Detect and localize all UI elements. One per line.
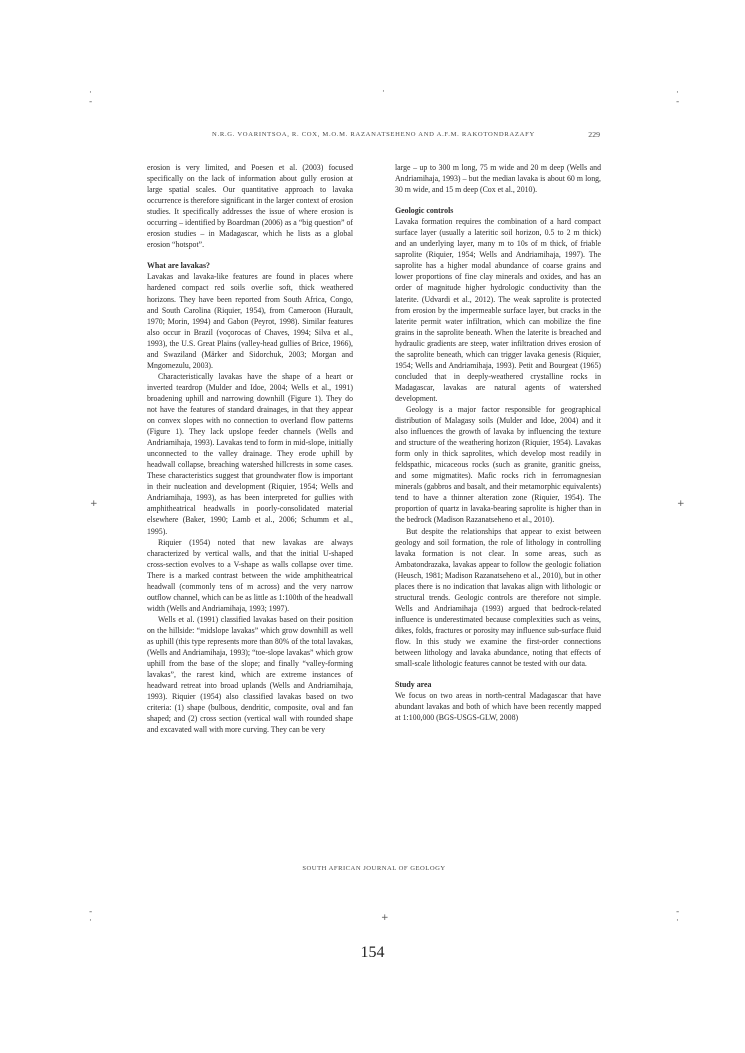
print-page-number: 154: [360, 944, 385, 961]
section-heading: Study area: [395, 680, 432, 690]
paragraph: We focus on two areas in north-central Madagascar that have abundant lavakas and both of which have been recently mapped at 1:100,000 (BGS-USGS-GLW, 2008): [395, 691, 601, 723]
paragraph: Characteristically lavakas have the shape of a heart or inverted teardrop (Mulder and Idoe, 2004; Wells et al., 1991) broadening uphill and narrowing downhill (Figure 1). They do not have the features of standard drainages, in that they appear on convex slopes with no connection to overland flow patterns (Figure 1). They lack upslope feeder channels (Wells and Andriamihaja, 1993). Lavakas tend to form in mid-slope, initially unconnected to the valley drainage. They erode uphill by headwall collapse, breaching watershed hillcrests in some cases. These characteristics suggest that groundwater flow is important in their nucleation and development (Riquier, 1954; Wells and Andriamihaja, 1993), as has been interpreted for gullies with amphitheatrical headwalls in poorly-consolidated material elsewhere (Baker, 1990; Lamb et al., 2006; Schumm et al., 1995).: [147, 371, 353, 536]
registration-mark-left: +: [90, 499, 98, 509]
section-heading: What are lavakas?: [147, 261, 210, 271]
paragraph: Wells et al. (1991) classified lavakas based on their position on the hillside: “midslope lavakas” which grow downhill as well as uphill (this type represents more than 80% of the total lavakas, (Wells and Andriamihaja, 1993); “toe-slope lavakas” which grow uphill from the base of the slope; and finally “valley-forming lavakas”, the rarest kind, which are extreme instances of headward retreat into broad uplands (Wells and Andriamihaja, 1993). Riquier (1954) also classified lavakas based on two criteria: (1) shape (bulbous, dendritic, composite, oval and fan shaped; and (2) cross section (vertical wall with rounded shape and excavated wall with more curving. They can be very: [147, 614, 353, 735]
left-column: [147, 162, 353, 735]
section-heading: Geologic controls: [395, 206, 454, 216]
right-column: [395, 162, 601, 723]
paragraph: erosion is very limited, and Poesen et al. (2003) focused specifically on the lack of information about gully erosion at large spatial scales. Our quantitative approach to lavaka occurrence is therefore significant in the larger context of erosion studies. It specifically addresses the issue of where erosion is occurring – identified by Boardman (2006) as a “big question” of erosion studies – in Madagascar, which he lists as a global erosion “hotspot”.: [147, 163, 353, 250]
registration-mark-right: +: [677, 499, 685, 509]
paragraph: Geology is a major factor responsible for geographical distribution of Malagasy soils (Mulder and Idoe, 2004) and it also influences the growth of lavaka by influencing the texture and structure of the weathering horizon (Riquier, 1954). Lavakas form only in thick saprolites, which develop most readily in feldspathic, micaceous rocks (such as granite, granitic gneiss, and some migmatites). Mafic rocks rich in ferromagnesian minerals (gabbros and basalt, and their metamorphic equivalents) tend to have a thinner alteration zone (Riquier, 1954). The proportion of quartz in lavaka-bearing saprolite is higher than in the bedrock (Madison Razanatseheno et al., 2010).: [395, 404, 601, 525]
crop-mark-top-right: · -: [676, 88, 680, 107]
crop-mark-bottom-center: +: [381, 913, 389, 923]
paragraph: large – up to 300 m long, 75 m wide and 20 m deep (Wells and Andriamihaja, 1993) – but the median lavaka is about 60 m long, 30 m wide, and 15 m deep (Cox et al., 2010).: [395, 163, 601, 195]
paragraph: Lavakas and lavaka-like features are found in places where hardened compact red soils overlie soft, thick weathered horizons. They have been reported from South Africa, Congo, and South Carolina (Riquier, 1954), from Cameroon (Hurault, 1970; Morin, 1994) and Gabon (Peyrot, 1998). Similar features also occur in Brazil (voçorocas of Chaves, 1994; Silva et al., 1993), the U.S. Great Plains (valley-head gullies of Brice, 1966), and Swaziland (Märker and Sidorchuk, 2003; Morgan and Mngomezulu, 2003).: [147, 272, 353, 370]
crop-mark-top-center: ·: [382, 87, 385, 97]
crop-mark-bottom-left: - ·: [89, 907, 93, 926]
running-head-authors: N.R.G. VOARINTSOA, R. COX, M.O.M. RAZANATSEHENO AND A.F.M. RAKOTONDRAZAFY: [212, 131, 535, 138]
paragraph: But despite the relationships that appear to exist between geology and soil formation, the role of lithology in controlling lavaka formation is not clear. In some areas, such as Ambatondrazaka, lavakas appear to follow the geologic foliation (Heusch, 1981; Madison Razanatseheno et al., 2010), but in other places there is no indication that lavakas align with lithologic or structural trends. Geologic controls are therefore not simple. Wells and Andriamihaja (1993) argued that bedrock-related influence is underestimated because complexities such as veins, dikes, folds, fractures or porosity may influence sub-surface fluid flow. In this study we examine the first-order connections between lithology and lavaka abundance, noting that effects of small-scale lithologic features cannot be tested with our data.: [395, 526, 601, 669]
crop-mark-bottom-right: - ·: [676, 907, 680, 926]
page-number: 229: [588, 130, 600, 139]
paragraph: Riquier (1954) noted that new lavakas are always characterized by vertical walls, and that the initial U-shaped cross-section evolves to a V-shape as walls collapse over time. There is a marked contrast between the wide amphitheatrical headwall (commonly tens of m across) and the very narrow outflow channel, which can be as little as 1:100th of the headwall width (Wells and Andriamihaja, 1993; 1997).: [147, 537, 353, 613]
paragraph: Lavaka formation requires the combination of a hard compact surface layer (usually a lateritic soil horizon, 0.5 to 2 m thick) and an underlying layer, many m to 10s of m thick, of friable saprolite (Riquier, 1954; Wells and Andriamihaja, 1997). The saprolite has a higher modal abundance of coarse grains and lower proportions of fine clay minerals and oxides, and has an order of magnitude higher hydrologic conductivity than the laterite. (Udvardi et al., 2012). The weak saprolite is protected from erosion by the impermeable surface layer, but cracks in the laterite permit water infiltration, which can mobilize the fine grains in the saprolite beneath. When the laterite is breached and hydraulic gradients are steep, water infiltration drives erosion of the saprolite beneath, which can trigger lavaka genesis (Riquier, 1954; Wells and Andriamihaja, 1993). Petit and Bourgeat (1965) concluded that in deeply-weathered crystalline rocks in Madagascar, lavakas are natural agents of watershed development.: [395, 217, 601, 403]
crop-mark-top-left: · -: [89, 88, 93, 107]
journal-footer: SOUTH AFRICAN JOURNAL OF GEOLOGY: [302, 865, 446, 872]
